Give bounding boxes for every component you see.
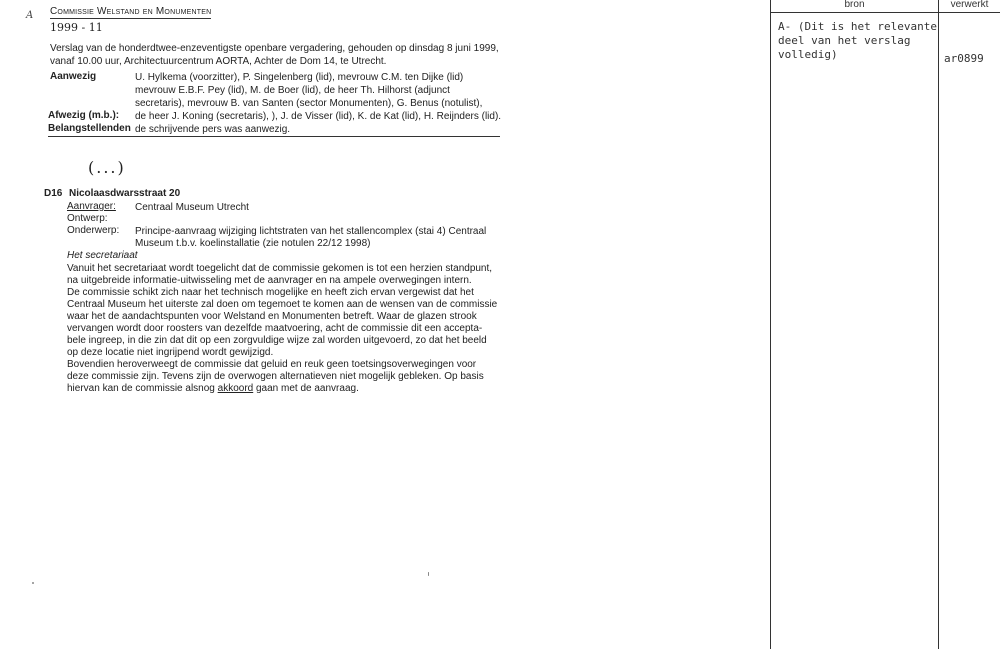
committee-name: Commissie Welstand en Monumenten <box>50 6 212 17</box>
scan-speck <box>32 582 34 584</box>
body-line: vervangen wordt door roosters van dezelfde maatvoering, acht de commissie dit een accepta- <box>67 323 483 334</box>
body-line: Vanuit het secretariaat wordt toegelicht dat de commissie gekomen is tot een herzien standpunt, <box>67 263 493 274</box>
absent-label: Afwezig (m.b.): <box>48 110 120 121</box>
subject-line-2: Museum t.b.v. koelinstallatie (zie notulen 22/12 1998) <box>135 238 371 249</box>
design-label: Ontwerp: <box>67 213 108 224</box>
body-line: waar het de aandachtspunten voor Welstand en Monumenten betreft. Waar de glazen strook <box>67 311 477 322</box>
subject-label: Onderwerp: <box>67 225 120 236</box>
section-heading: Het secretariaat <box>67 250 138 261</box>
present-line-2: mevrouw E.B.F. Pey (lid), M. de Boer (lid), de heer Th. Hilhorst (adjunct <box>135 85 450 96</box>
body-line: bele ingreep, in die zin dat dit op een zorgvuldige wijze zal worden uitgevoerd, zo dat het beeld <box>67 335 487 346</box>
body-last-before: hiervan kan de commissie alsnog <box>67 383 218 394</box>
corner-handwritten-mark: A <box>26 10 34 21</box>
body-line: op deze locatie niet ingrijpend wordt gewijzigd. <box>67 347 274 358</box>
verwerkt-column-header: verwerkt <box>950 0 989 10</box>
present-line-1: U. Hylkema (voorzitter), P. Singelenberg (lid), mevrouw C.M. ten Dijke (lid) <box>135 72 464 83</box>
scan-speck <box>428 572 429 576</box>
press-label: Belangstellenden <box>48 123 131 134</box>
body-line: na uitgebreide informatie-uitwisseling met de aanvrager en na ampele overwegingen intern. <box>67 275 472 286</box>
bron-note: A- (Dit is het relevante deel van het verslag volledig) <box>778 20 937 61</box>
body-line: deze commissie zijn. Tevens zijn de overwogen alternatieven niet mogelijk gebleken. Op basis <box>67 371 484 382</box>
present-line-3: secretaris), mevrouw B. van Santen (sector Monumenten), G. Benus (notulist), <box>135 98 483 109</box>
meeting-intro: Verslag van de honderdtwee-enzeventigste openbare vergadering, gehouden op dinsdag 8 juni 1999, vanaf 10.00 uur, Architectuurcentrum AORTA, Achter de Dom 14, te Utrecht. <box>50 43 499 67</box>
attendance-divider <box>48 136 500 137</box>
verwerkt-value: ar0899 <box>944 52 984 65</box>
absent-text: de heer J. Koning (secretaris), ), J. de Visser (lid), K. de Kat (lid), H. Reijnders (lid). <box>135 111 502 122</box>
omission-marker: (...) <box>88 158 126 177</box>
applicant-label: Aanvrager: <box>67 201 116 212</box>
document-number: 1999 - 11 <box>50 21 103 34</box>
item-title: Nicolaasdwarsstraat 20 <box>69 188 181 199</box>
body-line: Centraal Museum het uiterste zal doen om tegemoet te komen aan de wensen van de commissie <box>67 299 498 310</box>
present-label: Aanwezig <box>50 71 97 82</box>
item-code: D16 <box>44 188 63 199</box>
applicant-value: Centraal Museum Utrecht <box>135 202 249 213</box>
press-text: de schrijvende pers was aanwezig. <box>135 124 291 135</box>
akkoord-emphasis: akkoord <box>217 383 254 394</box>
body-line: De commissie schikt zich naar het technisch mogelijke en heeft zich ervan vergewist dat het <box>67 287 474 298</box>
bron-column-header: bron <box>844 0 865 10</box>
ledger-border-left <box>770 0 771 649</box>
ledger-column-divider <box>938 0 939 649</box>
body-line: Bovendien heroverweegt de commissie dat geluid en reuk geen toetsingsoverwegingen voor <box>67 359 477 370</box>
subject-line-1: Principe-aanvraag wijziging lichtstraten van het stallencomplex (stai 4) Centraal <box>135 226 487 237</box>
ledger-header-rule <box>770 12 1000 13</box>
body-last-line <box>67 383 507 395</box>
body-last-after: gaan met de aanvraag. <box>253 383 359 394</box>
section-body <box>67 263 507 395</box>
